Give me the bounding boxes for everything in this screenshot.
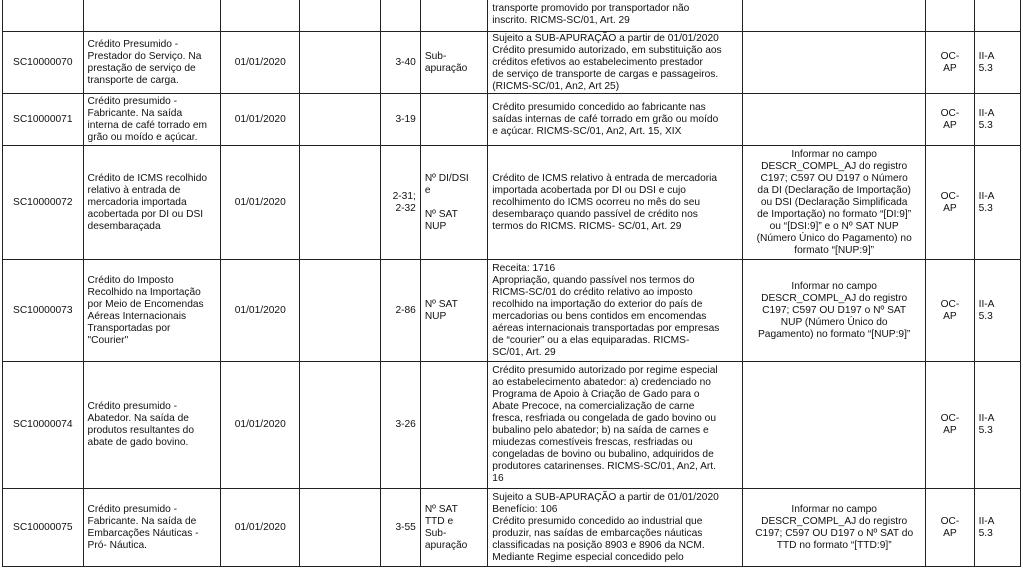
legal-text-cell: Sujeito a SUB-APURAÇÃO a partir de 01/01/2020 Benefício: 106 Crédito presumido concedido ao industrial que produzir, nas saídas de embarcações náuticas classificadas na posição 8903 e 8906 da NCM. Mediante Regime especial concedido pelo — [488, 489, 743, 567]
legal-text-cell: transporte promovido por transportador não inscrito. RICMS-SC/01, Art. 29 — [488, 0, 743, 32]
table-row — [3, 362, 1021, 489]
adjustment-code-cell — [3, 0, 84, 32]
table-row — [3, 32, 1021, 94]
fill-instructions-cell — [743, 94, 926, 146]
end-date-cell — [300, 146, 381, 260]
required-field-cell — [420, 362, 487, 489]
apuracao-type-cell: OC- AP — [926, 362, 974, 489]
legal-text-cell: Sujeito a SUB-APURAÇÃO a partir de 01/01/2020 Crédito presumido autorizado, em substituição aos créditos efetivos ao estabelecimento prestador de serviço de transporte de cargas e passageiros. (RICMS-SC/01, An2, Art 25) — [488, 32, 743, 94]
section-ref-cell — [974, 0, 1020, 32]
required-field-cell: Nº SAT TTD e Sub- apuração — [420, 489, 487, 567]
section-ref-cell: II-A 5.3 — [974, 260, 1020, 362]
adjustment-code-cell: SC10000072 — [3, 146, 84, 260]
adjustment-codes-table — [2, 0, 1021, 567]
table-ref-cell: 3-40 — [380, 32, 420, 94]
description-cell: Crédito presumido - Fabricante. Na saída de Embarcações Náuticas - Pró- Náutica. — [83, 489, 221, 567]
fill-instructions-cell: Informar no campo DESCR_COMPL_AJ do registro C197; C597 OU D197 o Nº SAT NUP (Número Único do Pagamento) no formato “[NUP:9]” — [743, 260, 926, 362]
table-row — [3, 94, 1021, 146]
fill-instructions-cell — [743, 362, 926, 489]
adjustment-code-cell: SC10000070 — [3, 32, 84, 94]
end-date-cell — [300, 362, 381, 489]
required-field-cell: Nº SAT NUP — [420, 260, 487, 362]
required-field-cell — [420, 94, 487, 146]
description-cell: Crédito presumido - Abatedor. Na saída de produtos resultantes do abate de gado bovino. — [83, 362, 221, 489]
section-ref-cell: II-A 5.3 — [974, 32, 1020, 94]
required-field-cell — [420, 0, 487, 32]
description-cell: Crédito do Imposto Recolhido na Importação por Meio de Encomendas Aéreas Internacionais Transportadas por "Courier" — [83, 260, 221, 362]
section-ref-cell: II-A 5.3 — [974, 489, 1020, 567]
section-ref-cell: II-A 5.3 — [974, 362, 1020, 489]
section-ref-cell: II-A 5.3 — [974, 94, 1020, 146]
start-date-cell — [221, 0, 300, 32]
fill-instructions-cell — [743, 32, 926, 94]
adjustment-code-cell: SC10000073 — [3, 260, 84, 362]
apuracao-type-cell — [926, 0, 974, 32]
start-date-cell: 01/01/2020 — [221, 146, 300, 260]
legal-text-cell: Crédito de ICMS relativo à entrada de mercadoria importada acobertada por DI ou DSI e cujo recolhimento do ICMS ocorreu no mês do seu desembaraço quando passível de crédito nos termos do RICMS. RICMS- SC/01, Art. 29 — [488, 146, 743, 260]
required-field-cell: Sub- apuração — [420, 32, 487, 94]
end-date-cell — [300, 260, 381, 362]
description-cell: Crédito Presumido - Prestador do Serviço. Na prestação de serviço de transporte de carga. — [83, 32, 221, 94]
fill-instructions-cell — [743, 0, 926, 32]
table-ref-cell — [380, 0, 420, 32]
table-row — [3, 260, 1021, 362]
start-date-cell: 01/01/2020 — [221, 489, 300, 567]
legal-text-cell: Crédito presumido autorizado por regime especial ao estabelecimento abatedor: a) credenciado no Programa de Apoio à Criação de Gado para o Abate Precoce, na comercialização de carne fresca, resfriada ou congelada de gado bovino ou bubalino pelo abatedor; b) na saída de carnes e miudezas comestíveis frescas, resfriadas ou congeladas de bovino ou bubalino, adquiridos de produtores catarinenses. RICMS-SC/01, An2, Art. 16 — [488, 362, 743, 489]
legal-text-cell: Crédito presumido concedido ao fabricante nas saídas internas de café torrado em grão ou moído e açúcar. RICMS-SC/01, An2, Art. 15, XIX — [488, 94, 743, 146]
description-cell: Crédito presumido - Fabricante. Na saída interna de café torrado em grão ou moído e açúcar. — [83, 94, 221, 146]
table-row — [3, 146, 1021, 260]
adjustment-code-cell: SC10000074 — [3, 362, 84, 489]
section-ref-cell: II-A 5.3 — [974, 146, 1020, 260]
table-row — [3, 0, 1021, 32]
required-field-cell: Nº DI/DSI e Nº SAT NUP — [420, 146, 487, 260]
end-date-cell — [300, 0, 381, 32]
start-date-cell: 01/01/2020 — [221, 260, 300, 362]
apuracao-type-cell: OC- AP — [926, 489, 974, 567]
start-date-cell: 01/01/2020 — [221, 362, 300, 489]
start-date-cell: 01/01/2020 — [221, 32, 300, 94]
table-row — [3, 489, 1021, 567]
fill-instructions-cell: Informar no campo DESCR_COMPL_AJ do registro C197; C597 OU D197 o Nº SAT do TTD no formato “[TTD:9]” — [743, 489, 926, 567]
adjustment-code-cell: SC10000075 — [3, 489, 84, 567]
table-ref-cell: 3-55 — [380, 489, 420, 567]
table-ref-cell: 3-26 — [380, 362, 420, 489]
table-ref-cell: 3-19 — [380, 94, 420, 146]
description-cell — [83, 0, 221, 32]
apuracao-type-cell: OC- AP — [926, 146, 974, 260]
table-ref-cell: 2-86 — [380, 260, 420, 362]
fill-instructions-cell: Informar no campo DESCR_COMPL_AJ do registro C197; C597 OU D197 o Número da DI (Declaração de Importação) ou DSI (Declaração Simplificada de Importação) no formato “[DI:9]” ou “[DSI:9]” e o Nº SAT NUP (Número Único do Pagamento) no formato “[NUP:9]” — [743, 146, 926, 260]
end-date-cell — [300, 489, 381, 567]
adjustment-code-cell: SC10000071 — [3, 94, 84, 146]
legal-text-cell: Receita: 1716 Apropriação, quando passível nos termos do RICMS-SC/01 do crédito relativo ao imposto recolhido na importação do exterior do país de mercadorias ou bens contidos em encomendas aéreas internacionais transportadas por empresas de “courier” ou a elas equiparadas. RICMS- SC/01, Art. 29 — [488, 260, 743, 362]
end-date-cell — [300, 32, 381, 94]
apuracao-type-cell: OC- AP — [926, 260, 974, 362]
start-date-cell: 01/01/2020 — [221, 94, 300, 146]
description-cell: Crédito de ICMS recolhido relativo à entrada de mercadoria importada acobertada por DI ou DSI desembaraçada — [83, 146, 221, 260]
apuracao-type-cell: OC- AP — [926, 32, 974, 94]
apuracao-type-cell: OC- AP — [926, 94, 974, 146]
table-ref-cell: 2-31; 2-32 — [380, 146, 420, 260]
end-date-cell — [300, 94, 381, 146]
